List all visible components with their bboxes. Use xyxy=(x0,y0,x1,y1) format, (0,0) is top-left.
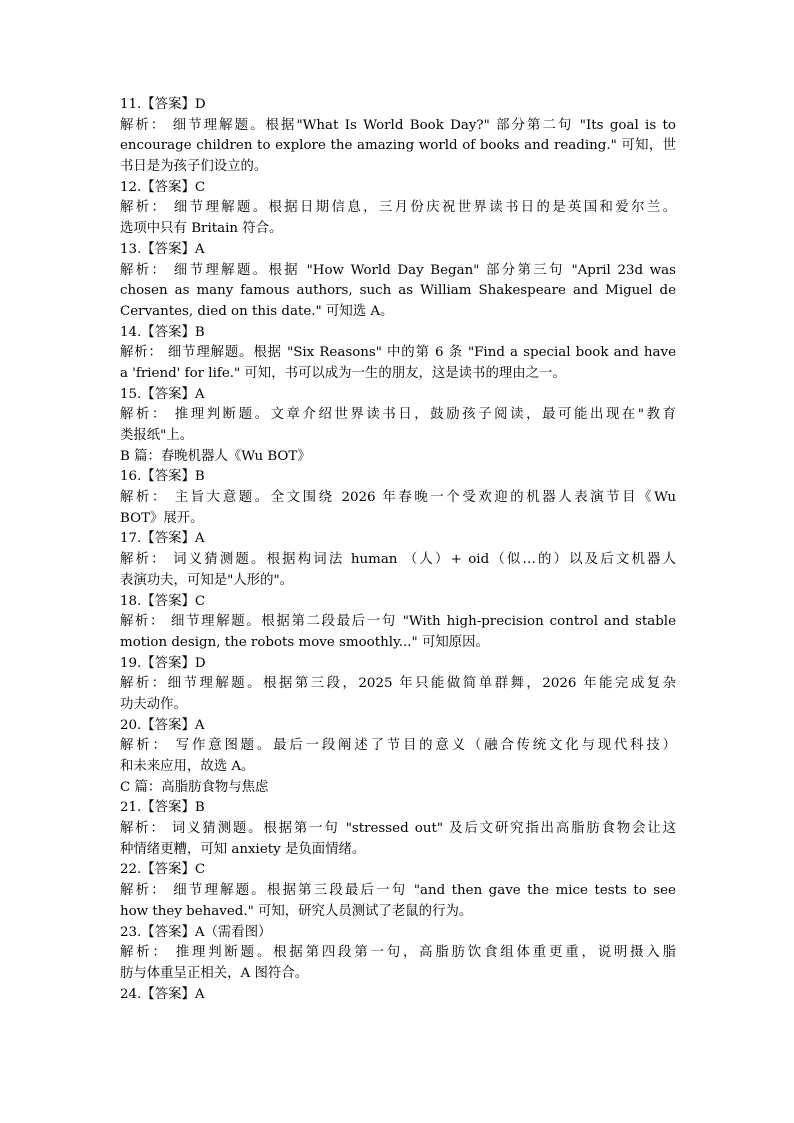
text-line: C 篇：高脂肪食物与焦虑 xyxy=(120,779,269,795)
text-line: motion design, the robots move smoothly..." 可知原因。 xyxy=(120,634,489,650)
text-line: 书日是为孩子们设立的。 xyxy=(120,159,268,175)
answer-key-page xyxy=(120,95,676,1005)
text-line: 24.【答案】A xyxy=(120,986,205,1002)
text-line: Cervantes, died on this date." 可知选 A。 xyxy=(120,303,394,319)
text-line: 19.【答案】D xyxy=(120,655,206,671)
text-line: encourage children to explore the amazing world of books and reading." 可知，世 xyxy=(120,138,676,154)
text-line: 种情绪更糟，可知 anxiety 是负面情绪。 xyxy=(120,841,366,857)
text-line: 和未来应用，故选 A。 xyxy=(120,759,255,774)
text-line: 解析： 词义猜测题。根据第一句 "stressed out" 及后文研究指出高脂肪食物会让这 xyxy=(120,821,676,837)
text-line: 肪与体重呈正相关，A 图符合。 xyxy=(120,965,309,981)
text-line: 解析： 推理判断题。文章介绍世界读书日，鼓励孩子阅读，最可能出现在"教育 xyxy=(120,407,676,423)
text-line: 17.【答案】A xyxy=(120,531,205,547)
text-line: 解析： 主旨大意题。全文围绕 2026 年春晚一个受欢迎的机器人表演节目《Wu xyxy=(120,490,676,506)
text-line: 11.【答案】D xyxy=(120,97,206,112)
text-line: 解析： 推理判断题。根据第四段第一句，高脂肪饮食组体重更重，说明摄入脂 xyxy=(120,945,676,961)
text-line: a 'friend' for life." 可知，书可以成为一生的朋友，这是读书的理由之一。 xyxy=(120,365,566,381)
text-line: 22.【答案】C xyxy=(120,862,206,878)
text-line: 21.【答案】B xyxy=(120,800,205,816)
text-line: 解析： 细节理解题。根据 "Six Reasons" 中的第 6 条 "Find a special book and have xyxy=(120,345,676,361)
text-line: 解析： 细节理解题。根据"What Is World Book Day?" 部分第二句 "Its goal is to xyxy=(120,117,676,133)
text-line: BOT》展开。 xyxy=(120,510,204,526)
text-line: 20.【答案】A xyxy=(120,717,205,733)
text-line: 解析： 写作意图题。最后一段阐述了节目的意义（融合传统文化与现代科技） xyxy=(120,738,676,754)
text-line: 解析：细节理解题。根据第三段，2025 年只能做简单群舞，2026 年能完成复杂 xyxy=(120,676,676,692)
text-line: 12.【答案】C xyxy=(120,179,206,195)
text-line: 解析： 细节理解题。根据第三段最后一句 "and then gave the mice tests to see xyxy=(120,883,676,899)
text-line: chosen as many famous authors, such as William Shakespeare and Miguel de xyxy=(120,283,676,299)
text-line: 解析： 细节理解题。根据日期信息，三月份庆祝世界读书日的是英国和爱尔兰。 xyxy=(120,200,676,216)
text-line: how they behaved." 可知，研究人员测试了老鼠的行为。 xyxy=(120,903,473,919)
text-line: 解析： 细节理解题。根据 "How World Day Began" 部分第三句 "April 23d was xyxy=(120,262,676,278)
text-line: 解析： 词义猜测题。根据构词法 human （人）+ oid（似…的）以及后文机器人 xyxy=(120,552,676,568)
text-line: 表演功夫，可知是"人形的"。 xyxy=(120,572,294,588)
text-line: 13.【答案】A xyxy=(120,241,205,257)
text-line: 功夫动作。 xyxy=(120,696,187,712)
text-line: 18.【答案】C xyxy=(120,593,206,609)
text-line: 14.【答案】B xyxy=(120,324,205,340)
text-line: 解析： 细节理解题。根据第二段最后一句 "With high-precision control and stable xyxy=(120,614,676,630)
text-line: B 篇：春晚机器人《Wu BOT》 xyxy=(120,448,311,464)
text-line: 15.【答案】A xyxy=(120,386,205,402)
text-line: 类报纸"上。 xyxy=(120,428,194,443)
text-line: 选项中只有 Britain 符合。 xyxy=(120,221,283,237)
text-line: 23.【答案】A（需看图） xyxy=(120,924,272,940)
text-line: 16.【答案】B xyxy=(120,469,205,485)
